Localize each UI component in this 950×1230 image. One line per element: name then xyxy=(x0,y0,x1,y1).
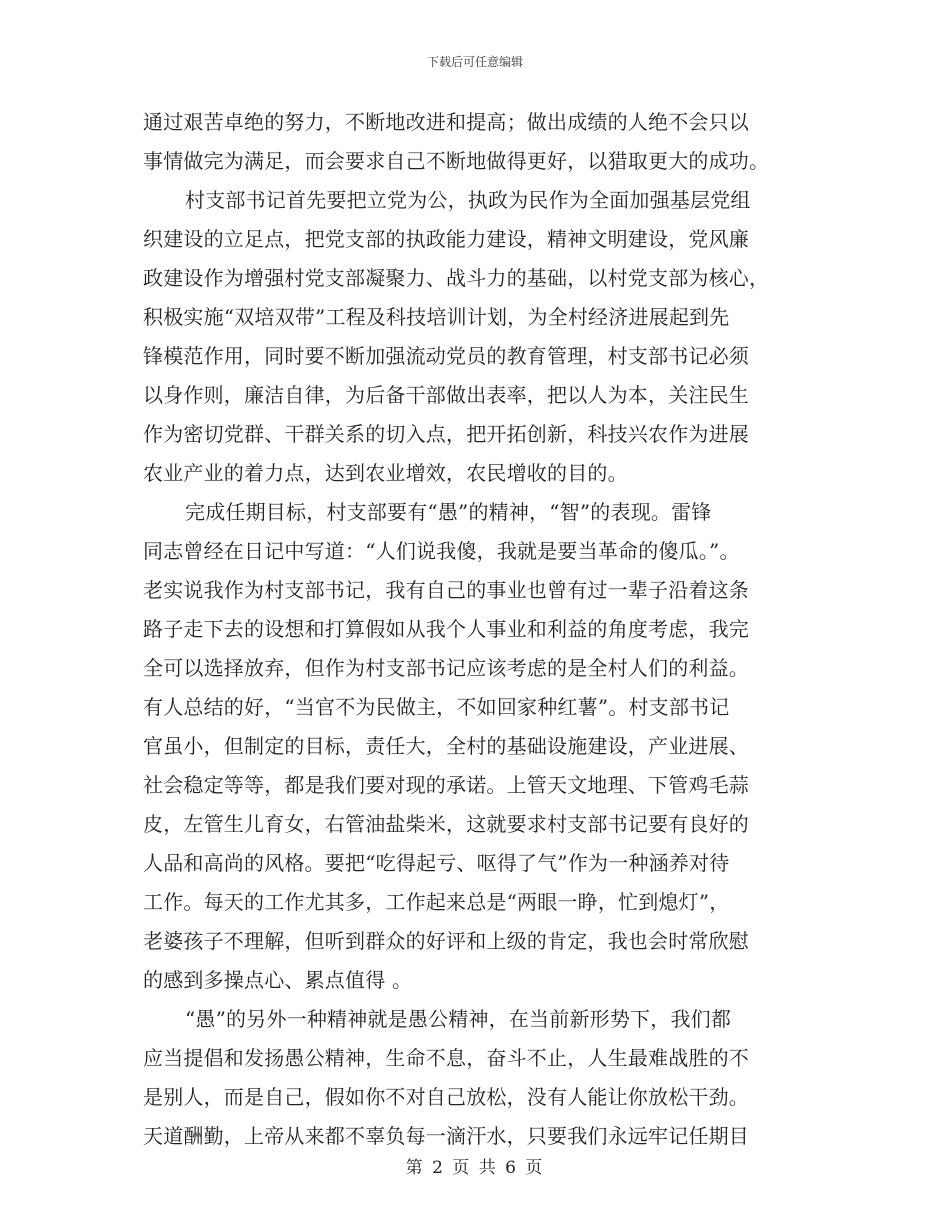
text-line: 政建设作为增强村党支部凝聚力、战斗力的基础，以村党支部为核心， xyxy=(143,266,770,290)
page-header-note: 下载后可任意编辑 xyxy=(426,55,523,69)
text-line: 通过艰苦卓绝的努力，不断地改进和提高；做出成绩的人绝不会只以 xyxy=(143,110,749,134)
text-line: 积极实施“双培双带”工程及科技培训计划，为全村经济进展起到先 xyxy=(143,305,730,329)
text-line: 同志曾经在日记中写道：“人们说我傻，我就是要当革命的傻瓜。”。 xyxy=(143,539,740,563)
text-line: 锋模范作用，同时要不断加强流动党员的教育管理，村支部书记必须 xyxy=(143,344,749,368)
text-line: 织建设的立足点，把党支部的执政能力建设，精神文明建设，党风廉 xyxy=(143,227,749,251)
text-line: 农业产业的着力点，达到农业增效，农民增收的目的。 xyxy=(143,461,628,485)
text-line: 路子走下去的设想和打算假如从我个人事业和利益的角度考虑，我完 xyxy=(143,617,749,641)
text-line: 应当提倡和发扬愚公精神，生命不息，奋斗不止，人生最难战胜的不 xyxy=(143,1046,749,1070)
text-line: 是别人，而是自己，假如你不对自己放松，没有人能让你放松干劲。 xyxy=(143,1085,749,1109)
text-line: 官虽小，但制定的目标，责任大，全村的基础设施建设，产业进展、 xyxy=(143,734,749,758)
text-line: 作为密切党群、干群关系的切入点，把开拓创新，科技兴农作为进展 xyxy=(143,422,749,446)
text-line: 全可以选择放弃，但作为村支部书记应该考虑的是全村人们的利益。 xyxy=(143,656,749,680)
text-line: 的感到多操点心、累点值得 。 xyxy=(143,968,413,992)
paragraph-start-line: “愚”的另外一种精神就是愚公精神，在当前新形势下，我们都 xyxy=(185,1007,732,1031)
text-line: 老婆孩子不理解，但听到群众的好评和上级的肯定，我也会时常欣慰 xyxy=(143,929,749,953)
paragraph-start-line: 完成任期目标，村支部要有“愚”的精神，“智”的表现。雷锋 xyxy=(185,500,712,524)
text-line: 皮，左管生儿育女，右管油盐柴米，这就要求村支部书记要有良好的 xyxy=(143,812,749,836)
text-line: 天道酬勤，上帝从来都不辜负每一滴汗水，只要我们永远牢记任期目 xyxy=(143,1124,749,1148)
text-line: 人品和高尚的风格。要把“吃得起亏、呕得了气”作为一种涵养对待 xyxy=(143,851,730,875)
page-number-footer: 第 2 页 共 6 页 xyxy=(405,1158,545,1178)
text-line: 以身作则，廉洁自律，为后备干部做出表率，把以人为本，关注民生 xyxy=(143,383,749,407)
text-line: 有人总结的好，“当官不为民做主，不如回家种红薯”。村支部书记 xyxy=(143,695,730,719)
text-line: 老实说我作为村支部书记，我有自己的事业也曾有过一辈子沿着这条 xyxy=(143,578,749,602)
text-line: 工作。每天的工作尤其多，工作起来总是“两眼一睁，忙到熄灯”， xyxy=(143,890,730,914)
document-body xyxy=(143,103,803,1156)
paragraph-start-line: 村支部书记首先要把立党为公，执政为民作为全面加强基层党组 xyxy=(185,188,751,212)
text-line: 事情做完为满足，而会要求自己不断地做得更好，以猎取更大的成功。 xyxy=(143,149,770,173)
text-line: 社会稳定等等，都是我们要对现的承诺。上管天文地理、下管鸡毛蒜 xyxy=(143,773,749,797)
